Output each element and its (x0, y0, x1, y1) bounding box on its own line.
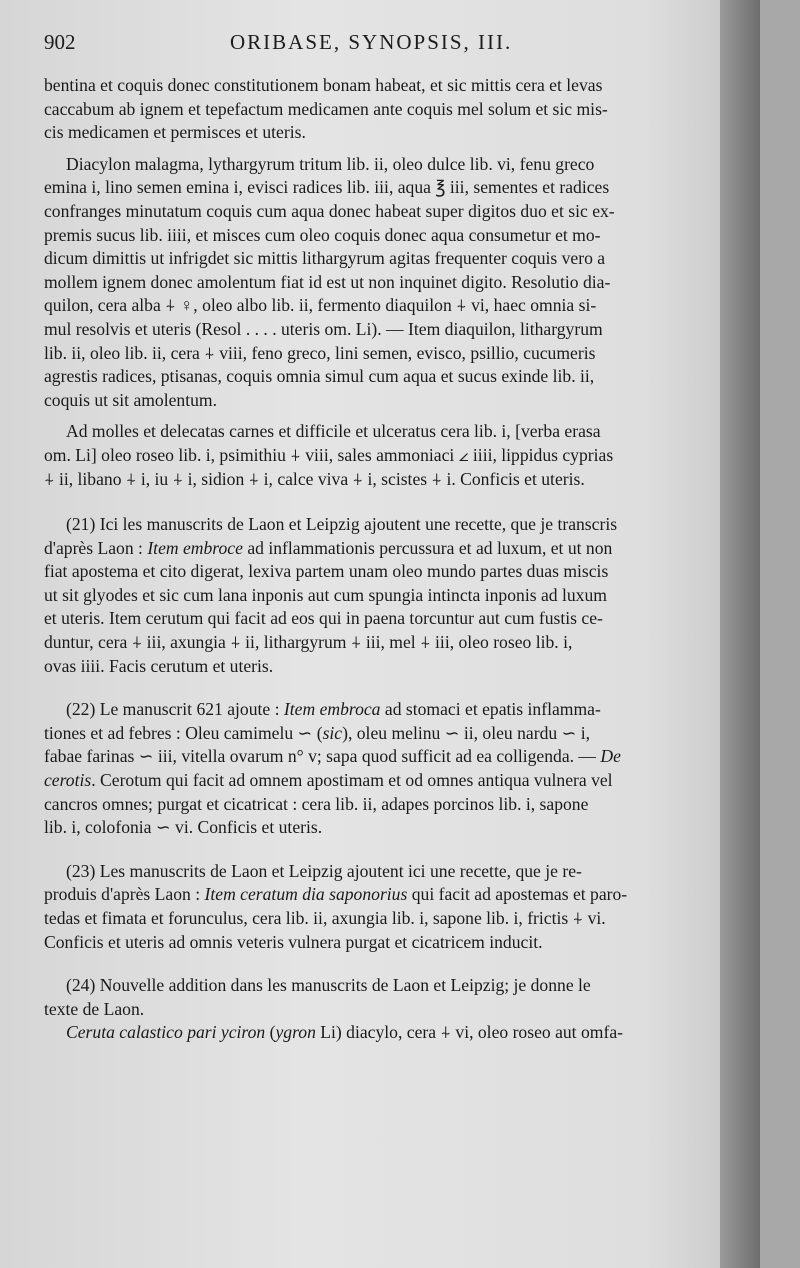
page-number: 902 (44, 30, 76, 54)
italic-text: Item embroce (147, 537, 243, 558)
text-line: Conficis et uteris ad omnis veteris vulnera purgat et cicatricem inducit. (44, 931, 543, 952)
text-line: mollem ignem donec amolentum fiat id est ut non inquinet digito. Resolutio dia- (44, 271, 611, 292)
text-line: tiones et ad febres : Oleu camimelu ∽ (sic), oleu melinu ∽ ii, oleu nardu ∽ i, (44, 722, 591, 743)
text-line: Ad molles et delecatas carnes et difficile et ulceratus cera lib. i, [verba erasa (66, 421, 601, 442)
text-line: bentina et coquis donec constitutionem bonam habeat, et sic mittis cera et levas (44, 75, 603, 95)
text-line: ut sit glyodes et sic cum lana inponis aut cum spungia intincta inponis ad luxum (44, 584, 607, 605)
text-line: ovas iiii. Facis cerutum et uteris. (44, 655, 274, 676)
paragraph-molles (44, 420, 734, 491)
paragraph-continuation (44, 74, 734, 145)
text-line: fabae farinas ∽ iii, vitella ovarum n° v; sapa quod sufficit ad ea colligenda. — De (44, 746, 621, 767)
text-line: (23) Les manuscrits de Laon et Leipzig ajoutent ici une recette, que je re- (66, 860, 582, 881)
text-line: Ceruta calastico pari yciron (ygron Li) diacylo, cera ⍭ vi, oleo roseo aut omfa- (66, 1022, 623, 1043)
note-24 (44, 974, 734, 1045)
text-line: texte de Laon. (44, 998, 145, 1019)
text-line: produis d'après Laon : Item ceratum dia saponorius qui facit ad apostemas et paro- (44, 884, 628, 905)
text-line: et uteris. Item cerutum qui facit ad eos qui in paena torcuntur aut cum fustis ce- (44, 608, 603, 629)
text-line: duntur, cera ⍭ iii, axungia ⍭ ii, lithargyrum ⍭ iii, mel ⍭ iii, oleo roseo lib. i, (44, 632, 573, 653)
paragraph-diacylon (44, 153, 734, 413)
note-22 (44, 698, 734, 840)
text-line: (21) Ici les manuscrits de Laon et Leipzig ajoutent une recette, que je transcris (66, 514, 618, 535)
text-line: (24) Nouvelle addition dans les manuscrits de Laon et Leipzig; je donne le (66, 975, 591, 996)
page-text (44, 74, 734, 1045)
text-line: confranges minutatum coquis cum aqua donec habeat super digitos duo et sic ex- (44, 200, 615, 221)
text-line: Diacylon malagma, lythargyrum tritum lib. ii, oleo dulce lib. vi, fenu greco (66, 153, 595, 174)
text-line: mul resolvis et uteris (Resol . . . . uteris om. Li). — Item diaquilon, lithargyrum (44, 318, 603, 339)
running-title: ORIBASE, SYNOPSIS, III. (230, 30, 513, 54)
text-line: caccabum ab ignem et tepefactum medicamen ante coquis mel solum et sic mis- (44, 98, 608, 119)
text-line: tedas et fimata et forunculus, cera lib. ii, axungia lib. i, sapone lib. i, frictis ⍭ vi. (44, 908, 606, 928)
text-line: emina i, lino semen emina i, evisci radices lib. iii, aqua ℥ iii, sementes et radices (44, 177, 610, 198)
text-line: lib. ii, oleo lib. ii, cera ⍭ viii, feno greco, lini semen, evisco, psillio, cucumeris (44, 342, 596, 363)
text-line: fiat apostema et cito digerat, lexiva partem unam oleo mundo partes duas miscis (44, 561, 609, 582)
text-line: agrestis radices, ptisanas, coquis omnia simul cum aqua et sucus exinde lib. ii, (44, 366, 595, 387)
text-line: lib. i, colofonia ∽ vi. Conficis et uteris. (44, 817, 323, 838)
text-line: om. Li] oleo roseo lib. i, psimithiu ⍭ viii, sales ammoniaci ∠ iiii, lippidus cyprias (44, 444, 614, 465)
text-line: cis medicamen et permisces et uteris. (44, 122, 306, 143)
text-line: dicum dimittis ut infrigdet sic mittis lithargyrum agitas frequenter coquis vero a (44, 248, 606, 269)
text-line: coquis ut sit amolentum. (44, 389, 217, 410)
running-header (44, 30, 744, 60)
text-line: ⍭ ii, libano ⍭ i, iu ⍭ i, sidion ⍭ i, calce viva ⍭ i, scistes ⍭ i. Conficis et uteris. (44, 468, 585, 489)
text-line: quilon, cera alba ⍭ ♀, oleo albo lib. ii, fermento diaquilon ⍭ vi, haec omnia si- (44, 295, 597, 316)
note-23 (44, 860, 734, 954)
text-line: (22) Le manuscrit 621 ajoute : Item embroca ad stomaci et epatis inflamma- (66, 699, 601, 720)
text-line: cerotis. Cerotum qui facit ad omnem apostimam et od omnes antiqua vulnera vel (44, 770, 613, 791)
text-line: d'après Laon : Item embroce ad inflammationis percussura et ad luxum, et ut non (44, 537, 613, 558)
note-21 (44, 513, 734, 678)
text-line: cancros omnes; purgat et cicatricat : cera lib. ii, adapes porcinos lib. i, sapone (44, 793, 589, 814)
text-line: premis sucus lib. iiii, et misces cum oleo coquis donec aqua consumetur et mo- (44, 224, 601, 245)
